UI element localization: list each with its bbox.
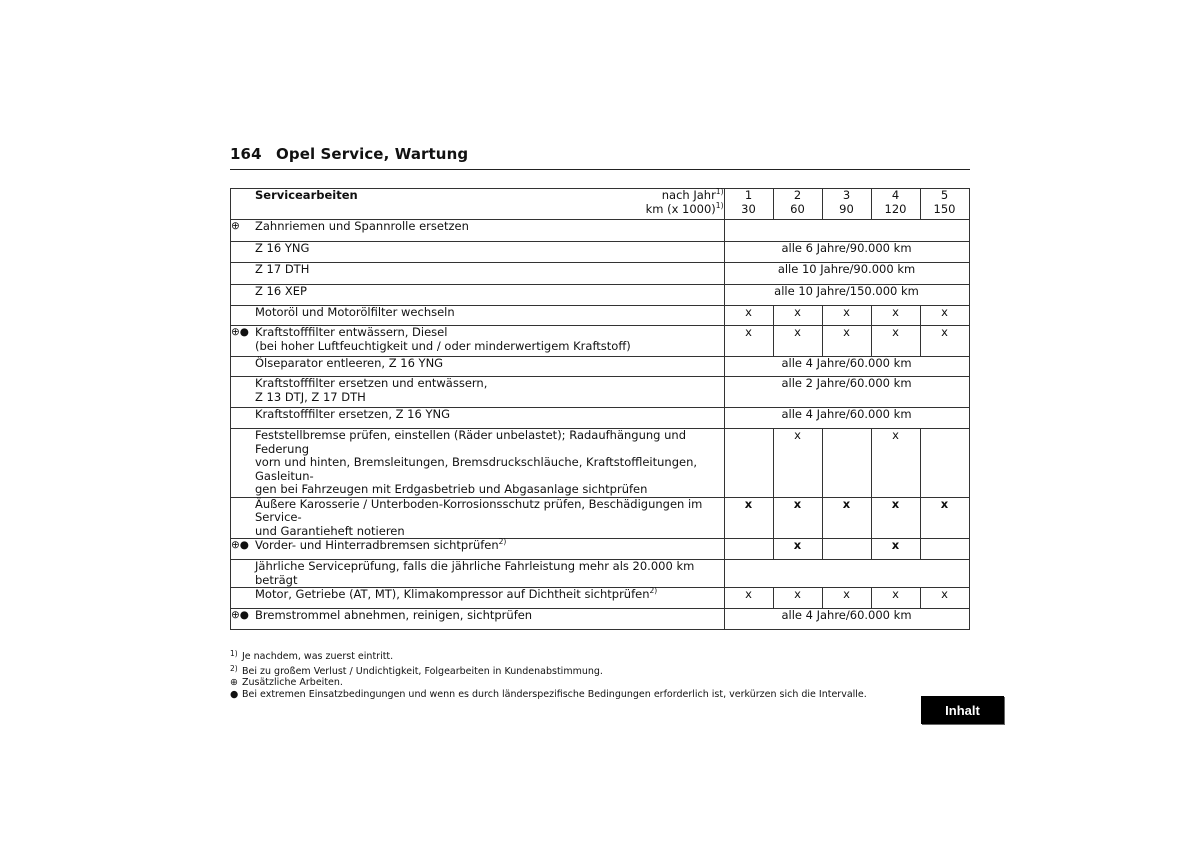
row-task-line: Feststellbremse prüfen, einstellen (Räder unbelastet); Radaufhängung und Federung [255,428,687,456]
footnote-text: Bei extremen Einsatzbedingungen und wenn es durch länderspezifische Bedingungen erforderlich ist, verkürzen sich die Intervalle. [242,688,867,700]
row-task-line: gen bei Fahrzeugen mit Erdgasbetrieb und Abgasanlage sichtprüfen [255,482,648,496]
header-mark-cell [231,189,256,220]
row-mark: ⊕ [231,220,256,242]
row-task-line: Zahnriemen und Spannrolle ersetzen [255,219,469,233]
table-row [231,242,970,263]
interval-span: alle 4 Jahre/60.000 km [724,408,969,429]
footnote [230,689,910,701]
table-row [231,560,970,588]
table-row [231,326,970,357]
header-km: 60 [790,201,805,216]
row-task-line: Motor, Getriebe (AT, MT), Klimakompressor auf Dichtheit sichtprüfen [255,587,650,601]
footnote-text: Je nachdem, was zuerst eintritt. [242,651,394,662]
interval-cell [724,539,773,560]
page-header [230,145,970,170]
footnote [230,677,910,689]
row-mark [231,357,256,377]
interval-cell: x [773,429,822,498]
table-row [231,429,970,498]
table-row [231,377,970,408]
row-task [255,220,724,242]
header-col-2 [773,189,822,220]
interval-cell: x [773,588,822,609]
row-task-line: Bremstrommel abnehmen, reinigen, sichtprüfen [255,608,533,622]
header-km-sup: 1) [715,200,724,210]
row-task-line: (bei hoher Luftfeuchtigkeit und / oder minderwertigem Kraftstoff) [255,338,631,353]
header-year-sup: 1) [715,187,724,197]
interval-cell: x [822,306,871,326]
footnote [230,663,910,678]
row-task-line: Vorder- und Hinterradbremsen sichtprüfen [255,538,499,552]
interval-span: alle 10 Jahre/150.000 km [724,285,969,306]
row-task-line: und Garantieheft notieren [255,523,405,538]
row-task-line: Motoröl und Motorölfilter wechseln [255,305,455,319]
interval-cell: x [871,326,920,357]
interval-cell: x [822,497,871,539]
row-mark: ⊕● [231,326,256,357]
header-col-4 [871,189,920,220]
row-task [255,609,724,630]
footnote-text: Zusätzliche Arbeiten. [242,677,343,688]
header-km: 120 [884,201,907,216]
table-row [231,220,970,242]
page-title [230,145,970,163]
interval-cell: x [871,539,920,560]
footnote-text: Bei zu großem Verlust / Undichtigkeit, Folgearbeiten in Kundenabstimmung. [242,665,603,677]
interval-cell: x [871,588,920,609]
interval-cell: x [822,588,871,609]
row-mark [231,588,256,609]
row-mark [231,560,256,588]
interval-cell: x [920,588,969,609]
table-header-row [231,189,970,220]
interval-cell: x [773,497,822,539]
inhalt-button[interactable]: Inhalt [921,696,1004,724]
interval-cell: x [773,539,822,560]
interval-span: alle 6 Jahre/90.000 km [724,242,969,263]
row-task-line: Kraftstofffilter entwässern, Diesel [255,325,448,339]
row-mark: ⊕● [231,609,256,630]
interval-span: alle 2 Jahre/60.000 km [724,377,969,408]
table-row [231,285,970,306]
table-row [231,539,970,560]
row-task [255,408,724,429]
row-mark [231,306,256,326]
row-mark [231,285,256,306]
row-mark [231,377,256,408]
row-task-line: Z 17 DTH [255,262,310,276]
interval-cell: x [871,429,920,498]
header-year: 1 [744,188,753,202]
interval-cell: x [724,306,773,326]
interval-cell: x [724,588,773,609]
header-title: Servicearbeiten [255,188,358,202]
footnote-mark: ● [230,688,239,700]
header-km: 30 [741,201,756,216]
header-task-cell [255,189,724,220]
interval-cell: x [871,306,920,326]
interval-cell: x [920,326,969,357]
row-task [255,285,724,306]
row-task-line: Z 13 DTJ, Z 17 DTH [255,389,366,404]
interval-cell: x [920,497,969,539]
footnotes [230,648,910,700]
row-mark [231,263,256,285]
table-row [231,306,970,326]
row-task [255,497,724,539]
row-footnote-sup: 2) [498,537,507,547]
interval-cell: x [724,497,773,539]
footnote-mark: ⊕ [230,677,238,688]
row-task [255,306,724,326]
page-number: 164 [230,145,262,163]
interval-span: alle 4 Jahre/60.000 km [724,357,969,377]
row-task [255,588,724,609]
row-task-line: Ölseparator entleeren, Z 16 YNG [255,356,444,370]
interval-cell: x [822,326,871,357]
interval-cell [822,539,871,560]
table-row [231,588,970,609]
interval-cell [822,429,871,498]
page-title-text: Opel Service, Wartung [276,145,469,163]
table-row [231,357,970,377]
interval-cell [920,539,969,560]
interval-cell: x [871,497,920,539]
interval-span: alle 4 Jahre/60.000 km [724,609,969,630]
row-task [255,242,724,263]
service-table [230,188,970,630]
interval-span [724,220,969,242]
row-task-line: Äußere Karosserie / Unterboden-Korrosionsschutz prüfen, Beschädigungen im Service- [255,496,703,524]
row-task [255,326,724,357]
table-row [231,609,970,630]
row-task-line: Z 16 XEP [255,284,307,298]
interval-cell: x [773,326,822,357]
header-year: 2 [793,188,802,202]
row-mark [231,429,256,498]
row-task-line: Jährliche Serviceprüfung, falls die jährliche Fahrleistung mehr als 20.000 km beträgt [255,559,695,587]
footnote-mark: 2) [230,663,238,673]
interval-cell: x [724,326,773,357]
row-mark [231,497,256,539]
row-mark [231,242,256,263]
header-col-5 [920,189,969,220]
row-mark: ⊕● [231,539,256,560]
row-task [255,560,724,588]
interval-cell [920,429,969,498]
header-km: 90 [839,201,854,216]
table-row [231,497,970,539]
row-task [255,539,724,560]
interval-cell: x [920,306,969,326]
row-task [255,263,724,285]
header-km-label: km (x 1000) [645,201,716,216]
table-row [231,263,970,285]
row-task-line: Kraftstofffilter ersetzen und entwässern, [255,376,488,390]
header-interval-labels [646,189,724,216]
header-col-3 [822,189,871,220]
footnote-mark: 1) [230,649,238,658]
header-year: 3 [842,188,851,202]
header-col-1 [724,189,773,220]
header-rule [230,169,970,170]
header-km: 150 [933,201,956,216]
row-footnote-sup: 2) [649,586,658,596]
interval-span [724,560,969,588]
header-year: 4 [891,188,900,202]
interval-cell [724,429,773,498]
row-task [255,357,724,377]
interval-cell: x [773,306,822,326]
row-task [255,429,724,498]
header-year: 5 [940,188,949,202]
header-year-label: nach Jahr [661,188,716,202]
row-task-line: Z 16 YNG [255,241,310,255]
row-task [255,377,724,408]
row-task-line: vorn und hinten, Bremsleitungen, Bremsdruckschläuche, Kraftstoffleitungen, Gasleitun- [255,455,698,483]
row-mark [231,408,256,429]
footnote [230,648,910,663]
interval-span: alle 10 Jahre/90.000 km [724,263,969,285]
table-row [231,408,970,429]
row-task-line: Kraftstofffilter ersetzen, Z 16 YNG [255,407,450,421]
